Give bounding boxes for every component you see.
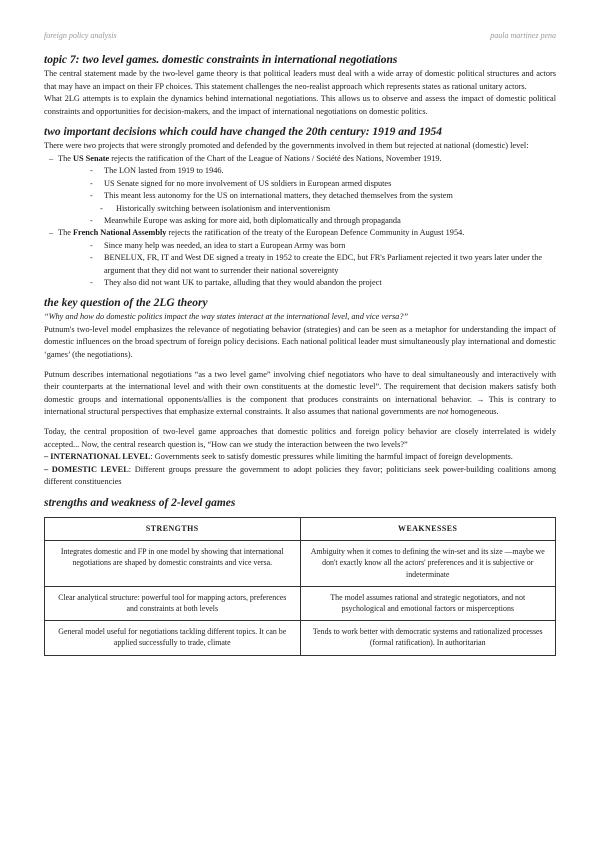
decisions-intro: There were two projects that were strongly promoted and defended by the governments involved in them but rejected at national (domestic) level: xyxy=(44,141,529,151)
us-senate-label: US Senate xyxy=(72,153,110,163)
list-item: - The LON lasted from 1919 to 1946. xyxy=(44,165,556,177)
list-item: - They also did not want UK to partake, alluding that they would abandon the project xyxy=(44,277,556,289)
international-level: – INTERNATIONAL LEVEL: Governments seek to satisfy domestic pressures while limiting the harmful impact of foreign developments. xyxy=(44,452,513,462)
table-cell: Integrates domestic and FP in one model by showing that international negotiations are shaped by domestic constraints and vice versa. xyxy=(45,541,301,587)
section-title-strengths: strengths and weakness of 2-level games xyxy=(44,496,236,509)
table-cell: The model assumes rational and strategic negotiators, and not psychological and emotional factors or misperceptions xyxy=(300,586,556,620)
list-item: - This meant less autonomy for the US on international matters, they detached themselves from the system xyxy=(44,190,556,202)
putnam-paragraph-2: Putnum describes international negotiations “as a two level game” involving chief negotiators who have to deal simultaneously and interactively with their counterparts at the international level and with their own constituents at the domestic level”. The requirement that decision makers satisfy both domestic groups and international opponents/allies is the component that produces constraints on international behavior. → This is contrary to international structural perspectives that emphasize external constraints. It also assumes that national governments are not homogeneous. xyxy=(44,369,556,417)
table-row xyxy=(45,621,556,655)
table-row xyxy=(45,541,556,587)
list-item: - US Senate signed for no more involvement of US soldiers in European armed disputes xyxy=(44,178,556,190)
table-cell: Ambiguity when it comes to defining the win-set and its size —maybe we don't exactly know all the actors' preferences and it is subjective or indeterminate xyxy=(300,541,556,587)
header-author: paula martinez pena xyxy=(490,31,556,40)
table-row xyxy=(45,586,556,620)
intro-paragraph-1: The central statement made by the two-level game theory is that political leaders must deal with a wide array of domestic political structures and actors that may have an impact on their FP choices. This statement challenges the neo-realist approach which represents states as rational unitary actors. xyxy=(44,69,556,91)
section-title-key-question: the key question of the 2LG theory xyxy=(44,297,208,310)
weaknesses-header: WEAKNESSES xyxy=(300,517,556,540)
domestic-level: – DOMESTIC LEVEL: Different groups pressure the government to adopt policies they favor; politicians seek power-building coalitions among different constituencies xyxy=(44,464,556,487)
key-question: “Why and how do domestic politics impact the way states interact at the international level, and vice versa?” xyxy=(44,312,409,322)
list-item: - Meanwhile Europe was asking for more aid, both diplomatically and through propaganda xyxy=(44,215,556,227)
decisions-list xyxy=(44,153,556,289)
table-cell: Tends to work better with democratic systems and rationalized processes (formal ratification). In authoritarian xyxy=(300,621,556,655)
list-item: - Since many help was needed, an idea to start a European Army was born xyxy=(44,240,556,252)
list-item: - BENELUX, FR, IT and West DE signed a treaty in 1952 to create the EDC, but FR's Parliament rejected it two years later under the argument that they did not want to surrender their national sovereignty xyxy=(44,252,556,277)
putnam-paragraph-1: Putnum's two-level model emphasizes the relevance of negotiating behavior (strategies) and can be seen as a metaphor for understanding the impact of domestic influences on the broad spectrum of foreign policy decisions. Each national political leader must simultaneously play international and domestic ‘games’ (the negotiations). xyxy=(44,324,556,360)
topic-title: topic 7: two level games. domestic constraints in international negotiations xyxy=(44,54,398,66)
list-item: - Historically switching between isolationism and interventionism xyxy=(44,203,556,215)
list-item: – The US Senate rejects the ratification of the Chart of the League of Nations / Société des Nations, November 1919. xyxy=(44,153,556,165)
table-header-row xyxy=(45,517,556,540)
document-body xyxy=(44,52,556,656)
section-title-decisions: two important decisions which could have changed the 20th century: 1919 and 1954 xyxy=(44,126,443,139)
strengths-header: STRENGTHS xyxy=(45,517,301,540)
french-assembly-label: French National Assembly xyxy=(72,228,167,238)
page-header xyxy=(44,31,556,43)
interaction-paragraph: Today, the central proposition of two-level game approaches that domestic politics and foreign policy behavior are closely interrelated is widely accepted... Now, the central research question is, “How can we study the interaction between the two levels?” xyxy=(44,427,556,449)
table-cell: Clear analytical structure: powerful tool for mapping actors, preferences and constraints at both levels xyxy=(45,586,301,620)
table-cell: General model useful for negotiations tackling different topics. It can be applied successfully to trade, climate xyxy=(45,621,301,655)
header-course: foreign policy analysis xyxy=(44,31,117,40)
list-item: – The French National Assembly rejects the ratification of the treaty of the European Defence Community in August 1954. xyxy=(44,227,556,239)
intro-paragraph-2: What 2LG attempts is to explain the dynamics behind international negotiations. This allows us to observe and assess the impact of domestic political constraints and opportunities for decision-makers, and the impact of international negotiations on domestic politics. xyxy=(44,94,556,116)
strengths-weaknesses-table xyxy=(44,517,556,656)
